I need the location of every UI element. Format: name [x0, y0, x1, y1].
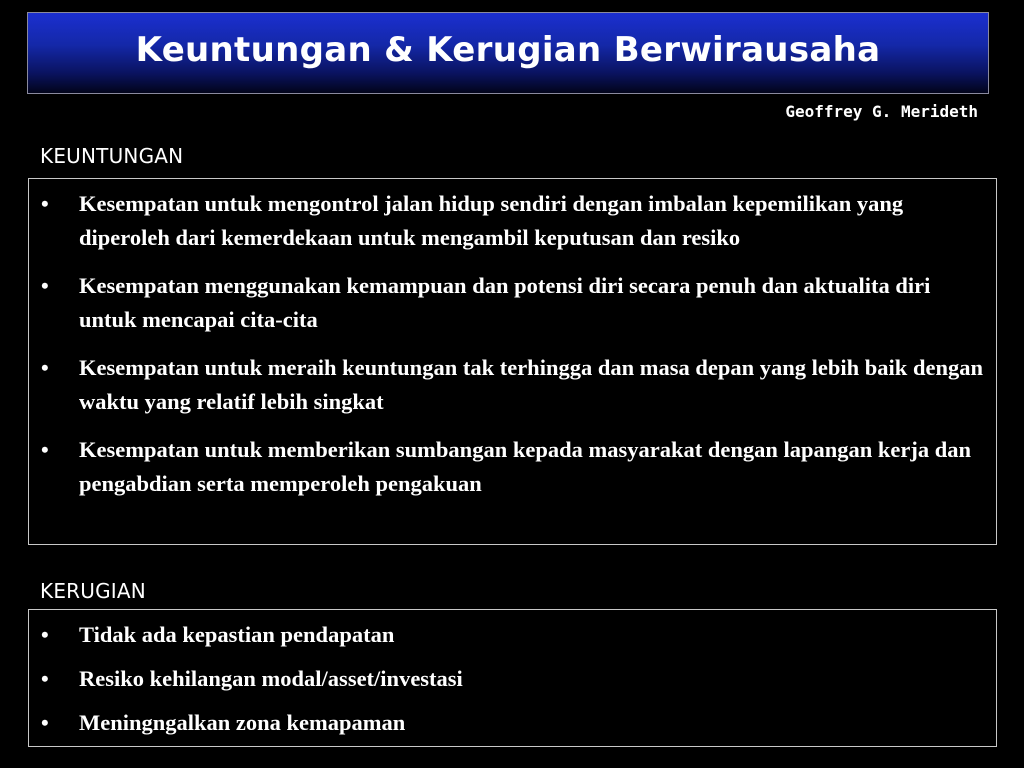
- keuntungan-item: [41, 269, 988, 337]
- keuntungan-item: [41, 187, 988, 255]
- bullet-icon: •: [41, 666, 49, 691]
- keuntungan-item-text: Kesempatan untuk meraih keuntungan tak terhingga dan masa depan yang lebih baik dengan waktu yang relatif lebih singkat: [79, 355, 983, 414]
- bullet-icon: •: [41, 273, 49, 298]
- kerugian-item: [41, 662, 988, 696]
- keuntungan-list: [41, 187, 988, 501]
- slide-title: Keuntungan & Kerugian Berwirausaha: [135, 30, 881, 70]
- bullet-icon: •: [41, 437, 49, 462]
- bullet-icon: •: [41, 622, 49, 647]
- kerugian-item-text: Meningngalkan zona kemapaman: [79, 710, 406, 735]
- bullet-icon: •: [41, 191, 49, 216]
- bullet-icon: •: [41, 710, 49, 735]
- bullet-icon: •: [41, 355, 49, 380]
- kerugian-item: [41, 706, 988, 740]
- author-credit: Geoffrey G. Merideth: [785, 102, 978, 121]
- kerugian-item: [41, 618, 988, 652]
- keuntungan-item: [41, 351, 988, 419]
- keuntungan-box: [28, 178, 997, 545]
- keuntungan-heading: KEUNTUNGAN: [40, 144, 184, 168]
- kerugian-item-text: Tidak ada kepastian pendapatan: [79, 622, 395, 647]
- title-banner: [27, 12, 989, 94]
- keuntungan-item-text: Kesempatan menggunakan kemampuan dan potensi diri secara penuh dan aktualita diri untuk mencapai cita-cita: [79, 273, 931, 332]
- kerugian-heading: KERUGIAN: [40, 579, 146, 603]
- keuntungan-item: [41, 433, 988, 501]
- keuntungan-item-text: Kesempatan untuk memberikan sumbangan kepada masyarakat dengan lapangan kerja dan pengabdian serta memperoleh pengakuan: [79, 437, 972, 496]
- keuntungan-item-text: Kesempatan untuk mengontrol jalan hidup sendiri dengan imbalan kepemilikan yang diperoleh dari kemerdekaan untuk mengambil keputusan dan resiko: [79, 191, 904, 250]
- kerugian-box: [28, 609, 997, 747]
- kerugian-list: [41, 618, 988, 740]
- kerugian-item-text: Resiko kehilangan modal/asset/investasi: [79, 666, 463, 691]
